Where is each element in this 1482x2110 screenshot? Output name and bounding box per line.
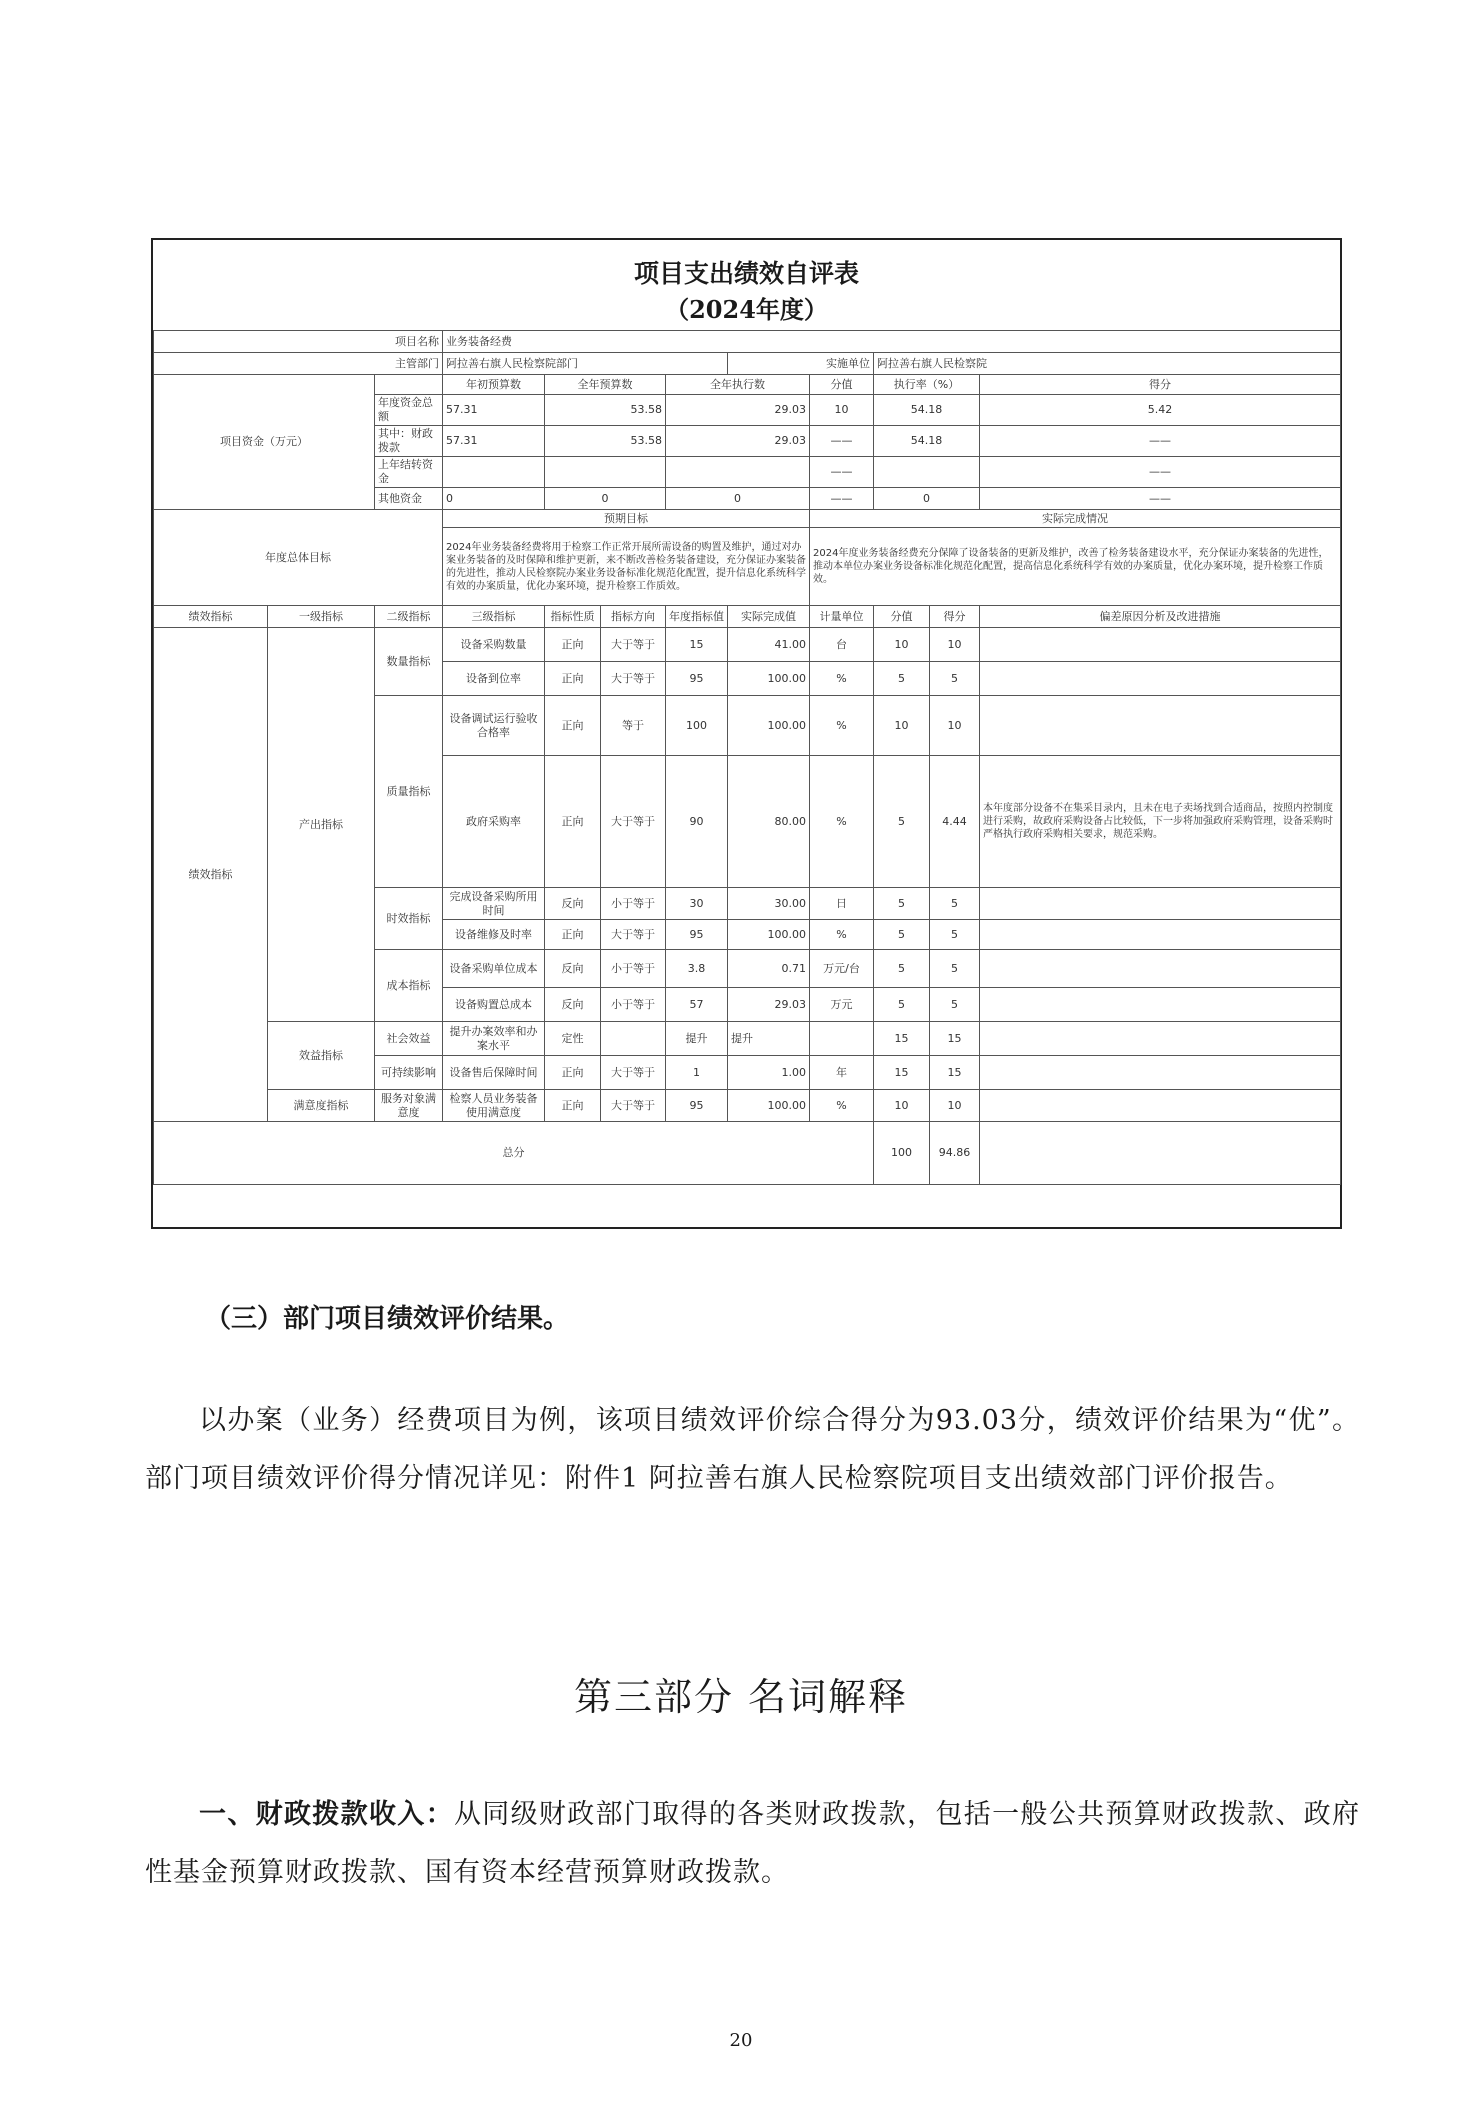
ind-direction: 等于: [601, 696, 666, 756]
social-label: 社会效益: [375, 1022, 443, 1056]
ind-actual: 100.00: [728, 696, 810, 756]
ind-actual: 100.00: [728, 920, 810, 950]
funds-label: 项目资金（万元）: [154, 375, 375, 510]
ind-got: 5: [930, 988, 980, 1022]
ind-target: 57: [666, 988, 728, 1022]
total-got: 94.86: [930, 1122, 980, 1185]
ind-direction: 大于等于: [601, 628, 666, 662]
ind-score: 10: [874, 1090, 930, 1122]
funds-cell: 10: [810, 395, 874, 426]
quality-label: 质量指标: [375, 696, 443, 888]
ind-actual: 30.00: [728, 888, 810, 920]
actual-result: 2024年度业务装备经费充分保障了设备装备的更新及维护，改善了检务装备建设水平，充分保证办案装备的先进性，推动本单位办案业务设备标准化规范化配置，提高信息化系统科学有效的办案质量，优化办案环境，提升检察工作质效。: [810, 528, 1341, 606]
ind-actual: 100.00: [728, 1090, 810, 1122]
ind-nature: 反向: [545, 950, 601, 988]
funds-cell: ——: [980, 426, 1341, 457]
ind-got: 4.44: [930, 756, 980, 888]
funds-row-label: 上年结转资金: [375, 457, 443, 488]
ind-header: 年度指标值: [666, 606, 728, 628]
ind-target: 95: [666, 1090, 728, 1122]
funds-cell: [443, 457, 545, 488]
output-label: 产出指标: [268, 628, 375, 1022]
ind-target: 3.8: [666, 950, 728, 988]
ind-score: 5: [874, 888, 930, 920]
ind-direction: 大于等于: [601, 1090, 666, 1122]
part3-title: 第三部分 名词解释: [573, 1675, 909, 1719]
funds-header-2: 全年执行数: [666, 375, 810, 395]
funds-cell: [545, 457, 666, 488]
ind-note: [980, 662, 1341, 696]
ind-got: 10: [930, 628, 980, 662]
ind-header: 二级指标: [375, 606, 443, 628]
ind-unit: [810, 1022, 874, 1056]
ind-name: 提升办案效率和办案水平: [443, 1022, 545, 1056]
ind-nature: 定性: [545, 1022, 601, 1056]
definition-1: [145, 1786, 1360, 1902]
table-year: （2024年度）: [665, 295, 828, 324]
ind-score: 5: [874, 988, 930, 1022]
ind-note: [980, 696, 1341, 756]
funds-header-5: 得分: [980, 375, 1341, 395]
table-title: 项目支出绩效自评表: [633, 259, 859, 288]
ind-header: 计量单位: [810, 606, 874, 628]
ind-unit: 万元: [810, 988, 874, 1022]
ind-header: 实际完成值: [728, 606, 810, 628]
ind-target: 提升: [666, 1022, 728, 1056]
ind-header: 偏差原因分析及改进措施: [980, 606, 1341, 628]
ind-score: 5: [874, 756, 930, 888]
funds-row-label: 其他资金: [375, 488, 443, 510]
funds-cell: [874, 457, 980, 488]
timeliness-label: 时效指标: [375, 888, 443, 950]
funds-cell: 57.31: [443, 395, 545, 426]
funds-cell: 5.42: [980, 395, 1341, 426]
ind-header: 分值: [874, 606, 930, 628]
funds-cell: 53.58: [545, 426, 666, 457]
perf-label: 绩效指标: [154, 628, 268, 1122]
ind-actual: 0.71: [728, 950, 810, 988]
expected-goal: 2024年业务装备经费将用于检察工作正常开展所需设备的购置及维护，通过对办案业务装备的及时保障和维护更新，来不断改善检务装备建设，充分保证办案装备的先进性，推动人民检察院办案业务设备标准化规范化配置，提升信息化系统科学有效的办案质量，优化办案环境，提升检察工作质效。: [443, 528, 810, 606]
ind-got: 5: [930, 950, 980, 988]
satisfaction-label: 满意度指标: [268, 1090, 375, 1122]
table-title-block: [153, 240, 1340, 331]
ind-note: [980, 1056, 1341, 1090]
ind-name: 设备售后保障时间: [443, 1056, 545, 1090]
dept-value: 阿拉善右旗人民检察院部门: [443, 353, 728, 375]
funds-row-label: 其中：财政拨款: [375, 426, 443, 457]
ind-target: 95: [666, 920, 728, 950]
funds-cell: 53.58: [545, 395, 666, 426]
ind-target: 30: [666, 888, 728, 920]
ind-direction: 小于等于: [601, 988, 666, 1022]
ind-nature: 正向: [545, 628, 601, 662]
ind-got: 15: [930, 1056, 980, 1090]
funds-cell: 54.18: [874, 426, 980, 457]
service-label: 服务对象满意度: [375, 1090, 443, 1122]
ind-nature: 正向: [545, 920, 601, 950]
ind-unit: %: [810, 696, 874, 756]
definition-1-term: 一、财政拨款收入：: [199, 1799, 454, 1830]
ind-direction: 大于等于: [601, 1056, 666, 1090]
funds-cell: ——: [980, 457, 1341, 488]
ind-nature: 正向: [545, 1056, 601, 1090]
section3-heading: （三）部门项目绩效评价结果。: [205, 1304, 570, 1334]
funds-cell: ——: [810, 426, 874, 457]
ind-direction: 大于等于: [601, 756, 666, 888]
ind-score: 5: [874, 920, 930, 950]
ind-note: [980, 988, 1341, 1022]
funds-row-label: 年度资金总额: [375, 395, 443, 426]
ind-actual: 1.00: [728, 1056, 810, 1090]
performance-table: [151, 238, 1342, 1229]
ind-unit: 台: [810, 628, 874, 662]
ind-nature: 反向: [545, 888, 601, 920]
ind-unit: 年: [810, 1056, 874, 1090]
ind-unit: %: [810, 1090, 874, 1122]
ind-unit: 日: [810, 888, 874, 920]
ind-got: 5: [930, 662, 980, 696]
total-score: 100: [874, 1122, 930, 1185]
ind-target: 1: [666, 1056, 728, 1090]
ind-nature: 正向: [545, 696, 601, 756]
ind-got: 10: [930, 1090, 980, 1122]
sustain-label: 可持续影响: [375, 1056, 443, 1090]
project-name: 业务装备经费: [443, 331, 1341, 353]
ind-header: 一级指标: [268, 606, 375, 628]
ind-actual: 提升: [728, 1022, 810, 1056]
ind-direction: 小于等于: [601, 888, 666, 920]
ind-note: [980, 920, 1341, 950]
funds-header-4: 执行率（%）: [874, 375, 980, 395]
cost-label: 成本指标: [375, 950, 443, 1022]
ind-note: [980, 888, 1341, 920]
ind-note: 本年度部分设备不在集采目录内，且未在电子卖场找到合适商品，按照内控制度进行采购，故政府采购设备占比较低，下一步将加强政府采购管理，设备采购时严格执行政府采购相关要求，规范采购。: [980, 756, 1341, 888]
ind-nature: 正向: [545, 662, 601, 696]
ind-nature: 正向: [545, 756, 601, 888]
ind-header: 三级指标: [443, 606, 545, 628]
ind-target: 90: [666, 756, 728, 888]
ind-note: [980, 1022, 1341, 1056]
ind-header: 得分: [930, 606, 980, 628]
ind-target: 15: [666, 628, 728, 662]
ind-name: 设备到位率: [443, 662, 545, 696]
ind-score: 5: [874, 950, 930, 988]
funds-cell: ——: [980, 488, 1341, 510]
funds-cell: [666, 457, 810, 488]
funds-cell: 0: [874, 488, 980, 510]
ind-name: 完成设备采购所用时间: [443, 888, 545, 920]
funds-cell: 0: [443, 488, 545, 510]
ind-got: 5: [930, 888, 980, 920]
funds-cell: 0: [545, 488, 666, 510]
impl-value: 阿拉善右旗人民检察院: [874, 353, 1341, 375]
total-note: [980, 1122, 1341, 1185]
ind-header: 绩效指标: [154, 606, 268, 628]
ind-nature: 正向: [545, 1090, 601, 1122]
quantity-label: 数量指标: [375, 628, 443, 696]
ind-actual: 41.00: [728, 628, 810, 662]
ind-direction: 小于等于: [601, 950, 666, 988]
ind-target: 95: [666, 662, 728, 696]
ind-name: 检察人员业务装备使用满意度: [443, 1090, 545, 1122]
definition-1-text: 从同级财政部门取得的各类财政拨款，包括一般公共预算财政拨款、政府性基金预算财政拨款、国有资本经营预算财政拨款。: [145, 1799, 1361, 1888]
dept-label: 主管部门: [154, 353, 443, 375]
ind-score: 5: [874, 662, 930, 696]
goal-label: 年度总体目标: [154, 510, 443, 606]
ind-actual: 29.03: [728, 988, 810, 1022]
ind-nature: 反向: [545, 988, 601, 1022]
ind-name: 设备调试运行验收合格率: [443, 696, 545, 756]
ind-name: 政府采购率: [443, 756, 545, 888]
funds-cell: 29.03: [666, 426, 810, 457]
ind-actual: 100.00: [728, 662, 810, 696]
ind-header: 指标方向: [601, 606, 666, 628]
ind-actual: 80.00: [728, 756, 810, 888]
funds-cell: ——: [810, 457, 874, 488]
ind-direction: 大于等于: [601, 662, 666, 696]
ind-name: 设备购置总成本: [443, 988, 545, 1022]
funds-cell: 0: [666, 488, 810, 510]
funds-header-1: 全年预算数: [545, 375, 666, 395]
funds-cell: 54.18: [874, 395, 980, 426]
evaluation-paragraph: 以办案（业务）经费项目为例，该项目绩效评价综合得分为93.03分，绩效评价结果为“优”。部门项目绩效评价得分情况详见：附件1 阿拉善右旗人民检察院项目支出绩效部门评价报告。: [145, 1405, 1360, 1494]
ind-direction: 大于等于: [601, 920, 666, 950]
ind-score: 10: [874, 628, 930, 662]
funds-header-0: 年初预算数: [443, 375, 545, 395]
ind-unit: %: [810, 756, 874, 888]
ind-name: 设备采购数量: [443, 628, 545, 662]
ind-target: 100: [666, 696, 728, 756]
ind-header: 指标性质: [545, 606, 601, 628]
ind-score: 15: [874, 1056, 930, 1090]
ind-unit: %: [810, 920, 874, 950]
actual-label: 实际完成情况: [810, 510, 1341, 528]
ind-name: 设备维修及时率: [443, 920, 545, 950]
benefit-label: 效益指标: [268, 1022, 375, 1090]
ind-unit: 万元/台: [810, 950, 874, 988]
funds-cell: ——: [810, 488, 874, 510]
project-name-label: 项目名称: [154, 331, 443, 353]
funds-header-3: 分值: [810, 375, 874, 395]
table-grid: [153, 330, 1341, 1185]
total-label: 总分: [154, 1122, 874, 1185]
ind-score: 10: [874, 696, 930, 756]
ind-score: 15: [874, 1022, 930, 1056]
ind-note: [980, 1090, 1341, 1122]
ind-name: 设备采购单位成本: [443, 950, 545, 988]
impl-label: 实施单位: [728, 353, 874, 375]
page-number: 20: [729, 2030, 753, 2051]
funds-cell: 29.03: [666, 395, 810, 426]
funds-header-blank: [375, 375, 443, 395]
ind-note: [980, 950, 1341, 988]
ind-got: 15: [930, 1022, 980, 1056]
ind-unit: %: [810, 662, 874, 696]
expected-label: 预期目标: [443, 510, 810, 528]
ind-note: [980, 628, 1341, 662]
funds-cell: 57.31: [443, 426, 545, 457]
ind-direction: [601, 1022, 666, 1056]
ind-got: 5: [930, 920, 980, 950]
ind-got: 10: [930, 696, 980, 756]
